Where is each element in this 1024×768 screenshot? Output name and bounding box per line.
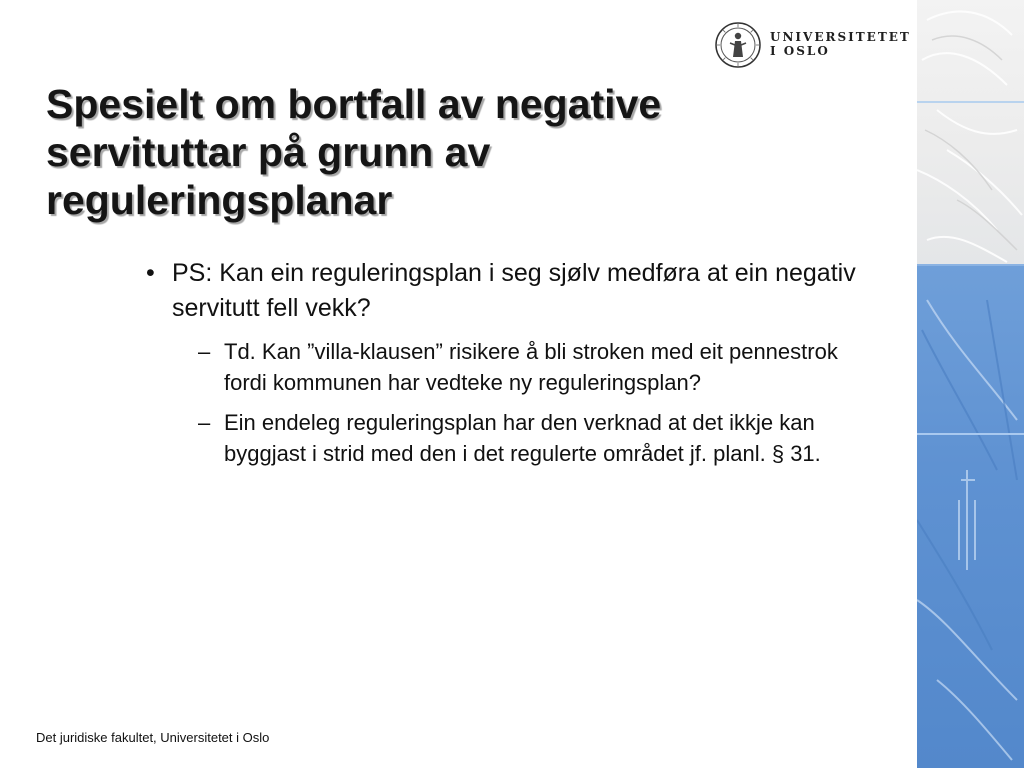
sub-bullet-marker: –: [198, 410, 211, 435]
logo-line-1: UNIVERSITETET: [770, 30, 911, 44]
side-strip-divider: [917, 101, 1024, 103]
sub-bullet-text: Td. Kan ”villa-klausen” risikere å bli stroken med eit pennestrok fordi kommunen har vedteke ny reguleringsplan?: [224, 339, 838, 395]
sub-bullet-text: Ein endeleg reguleringsplan har den verknad at det ikkje kan byggjast i strid med den i det regulerte området jf. planl. § 31.: [224, 410, 821, 466]
slide-title-line: reguleringsplanar: [46, 177, 393, 223]
sub-bullet-item: [146, 336, 881, 398]
sub-bullet-item: [146, 407, 881, 469]
decorative-side-strip: [917, 0, 1024, 768]
university-logo: [714, 21, 911, 71]
bullet-marker: •: [146, 259, 155, 287]
slide-body: [146, 256, 881, 478]
logo-wordmark: [770, 30, 911, 58]
slide-title-line: Spesielt om bortfall av negative: [46, 81, 662, 127]
slide-title-line: servituttar på grunn av: [46, 129, 491, 175]
bullet-item: [146, 256, 881, 326]
side-strip-artwork: [917, 0, 1024, 768]
side-strip-divider: [917, 433, 1024, 435]
logo-line-2: I OSLO: [770, 44, 830, 58]
side-strip-divider: [917, 264, 1024, 266]
university-seal-icon: [714, 21, 762, 69]
bullet-text: PS: Kan ein reguleringsplan i seg sjølv medføra at ein negativ servitutt fell vekk?: [172, 259, 856, 322]
slide-title: [46, 80, 806, 224]
sub-bullet-marker: –: [198, 339, 211, 364]
slide-footer: Det juridiske fakultet, Universitetet i Oslo: [36, 730, 270, 745]
